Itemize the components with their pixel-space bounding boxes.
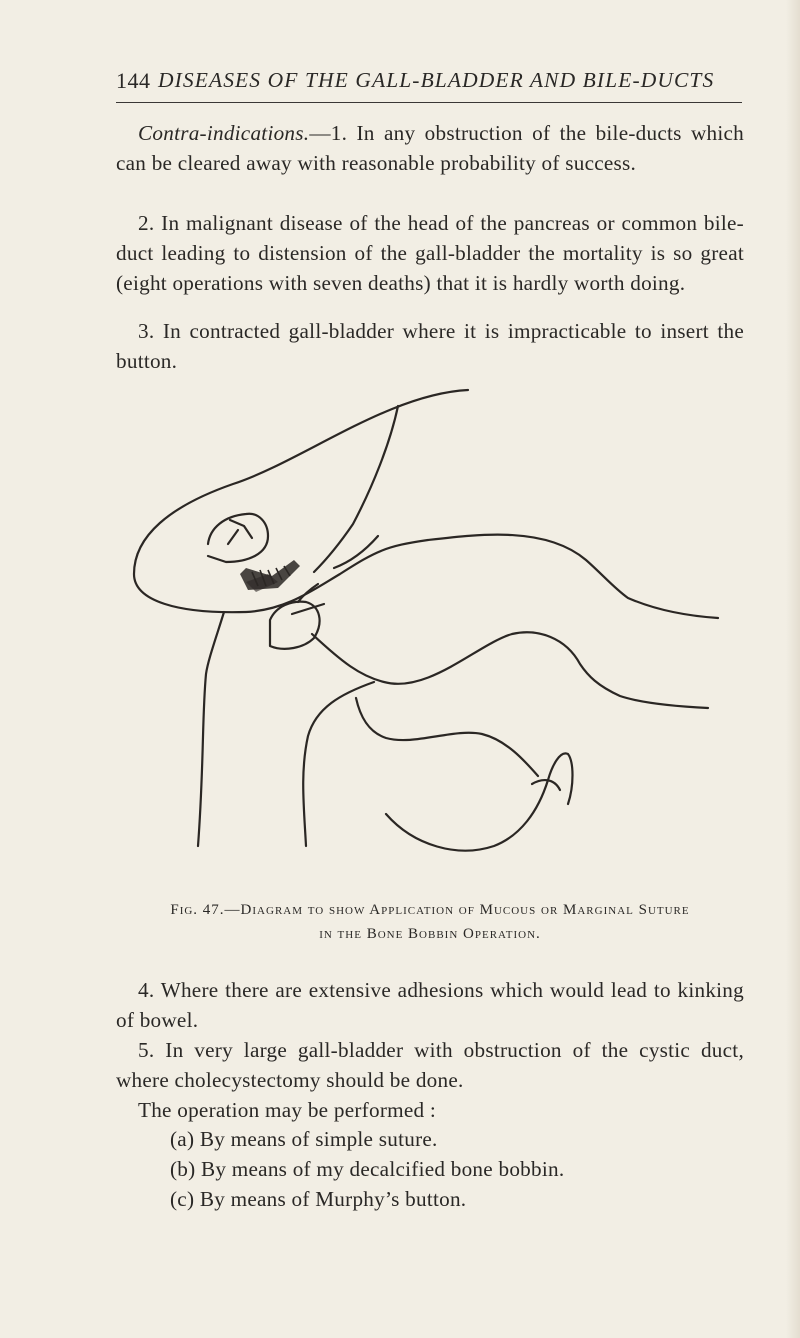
running-title: DISEASES OF THE GALL-BLADDER AND BILE-DUCTS (158, 68, 715, 92)
bobbin-inner-upper (228, 520, 252, 544)
method-c (170, 1184, 466, 1214)
figure-caption-line-2: in the Bone Bobbin Operation. (319, 926, 541, 942)
suture-diagram (128, 376, 728, 881)
method-a (170, 1124, 438, 1154)
method-a-marker: (a) (170, 1127, 195, 1151)
figure-caption (116, 898, 744, 946)
method-b-marker: (b) (170, 1157, 196, 1181)
contra-indication-1 (116, 118, 744, 178)
inner-wall-upper (314, 406, 398, 572)
method-c-text: By means of Murphy’s button. (199, 1187, 467, 1211)
method-b (170, 1154, 564, 1184)
operation-intro: The operation may be performed : (138, 1098, 437, 1122)
method-c-marker: (c) (170, 1187, 195, 1211)
contra-indication-3: 3. In contracted gall-bladder where it is impracticable to insert the button. (116, 319, 744, 374)
page-edge-shadow (786, 0, 800, 1338)
lower-loop-outer (312, 632, 708, 708)
lower-bowel-outline (198, 612, 224, 846)
lower-loop-inner (303, 682, 374, 846)
lower-inner-wall (356, 698, 538, 776)
method-b-text: By means of my decalcified bone bobbin. (201, 1157, 565, 1181)
contra-indication-1-text: —1. In any obstruction of the bile-ducts which can be cleared away with reasonable probability of success. (116, 121, 744, 176)
contra-indication-5: 5. In very large gall-bladder with obstruction of the cystic duct, where cholecystectomy should be done. (116, 1038, 744, 1093)
contra-indication-2: 2. In malignant disease of the head of the pancreas or common bile-duct leading to distension of the gall-bladder the mortality is so great (eight operations with seven deaths) that it is hardly worth doing. (116, 211, 744, 296)
method-a-text: By means of simple suture. (199, 1127, 438, 1151)
cup-outline (386, 753, 573, 850)
bobbin-outline-upper (208, 514, 268, 562)
figure-caption-line-1: Fig. 47.—Diagram to show Application of Mucous or Marginal Suture (170, 902, 690, 918)
contra-indications-heading: Contra-indications. (138, 121, 310, 145)
contra-indication-4: 4. Where there are extensive adhesions which would lead to kinking of bowel. (116, 978, 744, 1033)
page-number: 144 (116, 68, 151, 93)
upper-bowel-outline (134, 390, 718, 618)
running-head (116, 68, 742, 103)
